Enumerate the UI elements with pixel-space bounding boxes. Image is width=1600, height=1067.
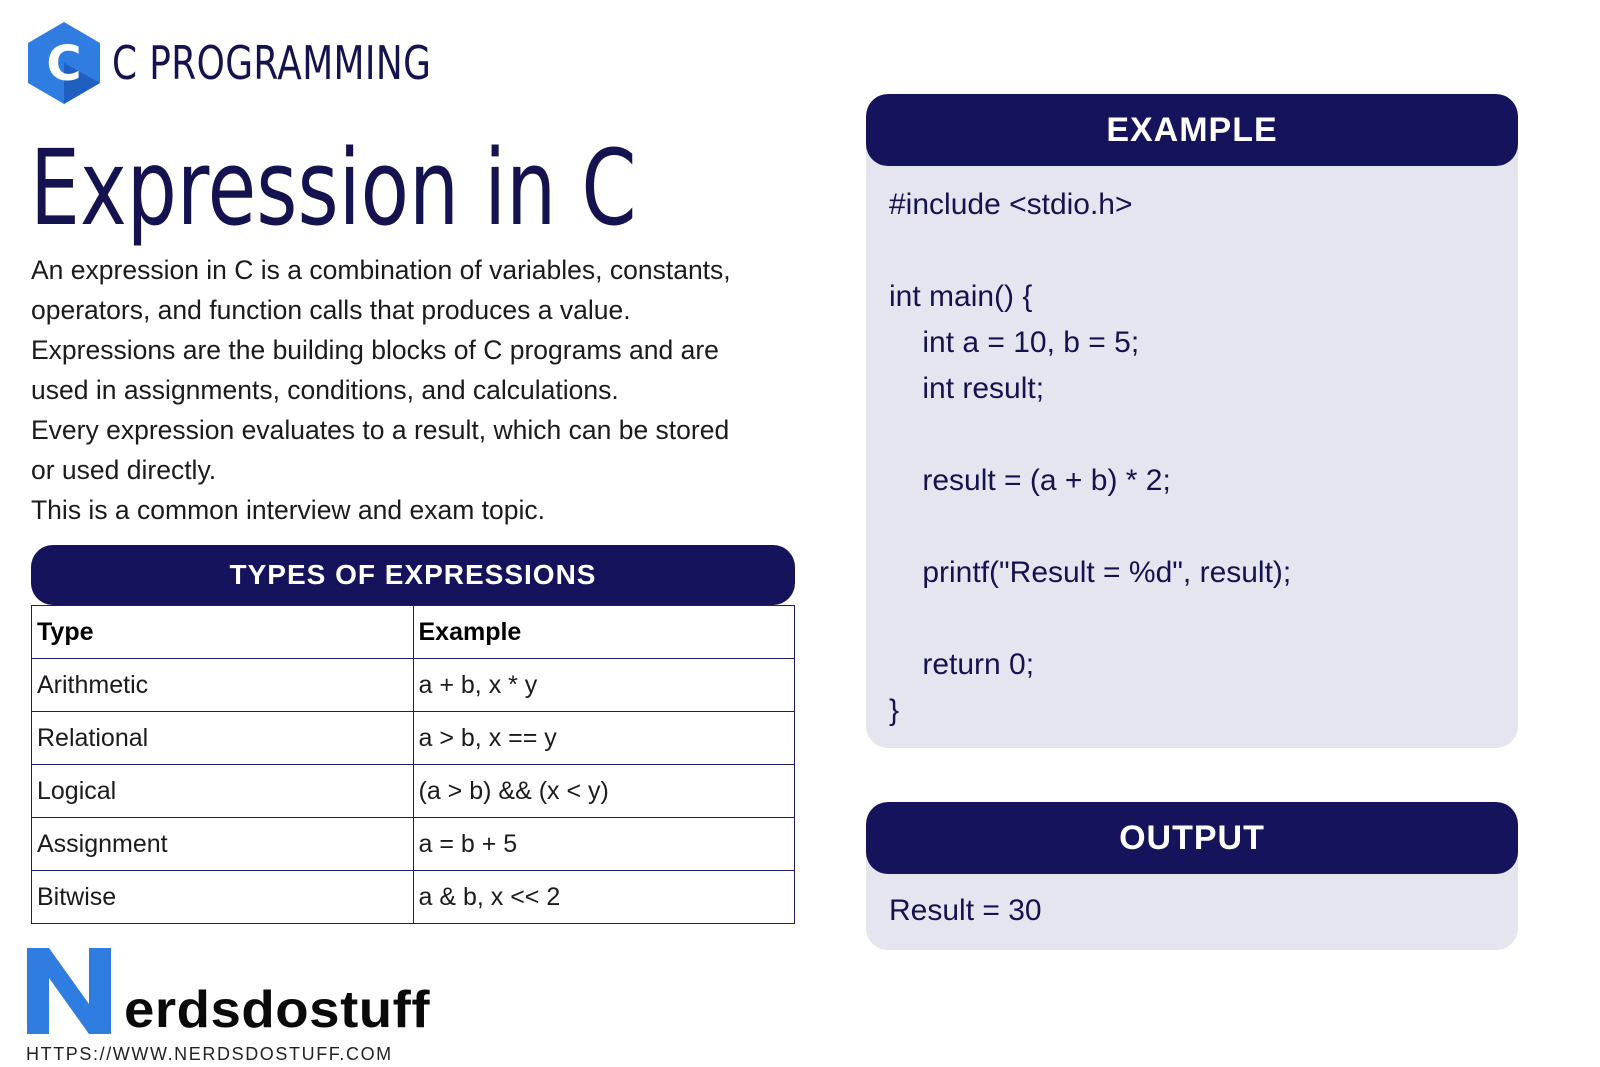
page-title: Expression in C — [30, 127, 637, 249]
code-line: #include <stdio.h> — [889, 188, 1133, 221]
code-line: return 0; — [889, 648, 1035, 681]
intro-text — [31, 250, 821, 530]
type-cell: Logical — [32, 765, 414, 818]
output-card-title: OUTPUT — [866, 802, 1518, 874]
table-row — [32, 712, 795, 765]
example-card-title: EXAMPLE — [866, 94, 1518, 166]
code-line — [889, 412, 1518, 458]
types-banner: TYPES OF EXPRESSIONS — [31, 545, 795, 605]
example-cell: a > b, x == y — [413, 712, 795, 765]
type-cell: Relational — [32, 712, 414, 765]
brand-header — [26, 20, 521, 106]
intro-line: An expression in C is a combination of variables, constants, — [31, 255, 731, 285]
type-cell: Bitwise — [32, 871, 414, 924]
code-line: int main() { — [889, 280, 1033, 313]
code-line: result = (a + b) * 2; — [889, 464, 1171, 497]
nerdsdostuff-n-logo-icon — [27, 948, 111, 1034]
intro-line: This is a common interview and exam topic. — [31, 495, 546, 525]
brand-title: C PROGRAMMING — [112, 36, 432, 90]
types-table — [31, 605, 795, 924]
code-line: int a = 10, b = 5; — [889, 326, 1140, 359]
intro-line: Every expression evaluates to a result, which can be stored — [31, 415, 730, 445]
column-header-type: Type — [32, 606, 414, 659]
c-hexagon-logo-icon — [26, 20, 102, 106]
intro-line: operators, and function calls that produces a value. — [31, 295, 631, 325]
example-cell: a & b, x << 2 — [413, 871, 795, 924]
code-line — [889, 596, 1518, 642]
footer-wordmark: erdsdostuff — [124, 981, 431, 1039]
code-line — [889, 228, 1518, 274]
output-text: Result = 30 — [889, 894, 1042, 927]
footer-url[interactable]: HTTPS://WWW.NERDSDOSTUFF.COM — [26, 1044, 393, 1064]
intro-line: used in assignments, conditions, and calculations. — [31, 375, 619, 405]
example-cell: a = b + 5 — [413, 818, 795, 871]
table-row — [32, 659, 795, 712]
table-row — [32, 765, 795, 818]
code-block — [866, 166, 1518, 734]
column-header-example: Example — [413, 606, 795, 659]
output-card — [866, 802, 1518, 950]
example-cell: (a > b) && (x < y) — [413, 765, 795, 818]
code-line — [889, 504, 1518, 550]
code-line: printf("Result = %d", result); — [889, 556, 1292, 589]
type-cell: Assignment — [32, 818, 414, 871]
table-row — [32, 871, 795, 924]
intro-line: or used directly. — [31, 455, 217, 485]
table-row — [32, 818, 795, 871]
example-cell: a + b, x * y — [413, 659, 795, 712]
intro-line: Expressions are the building blocks of C programs and are — [31, 335, 719, 365]
code-line: } — [889, 694, 900, 727]
logo-letter: C — [46, 36, 82, 92]
example-card — [866, 94, 1518, 748]
table-header-row — [32, 606, 795, 659]
type-cell: Arithmetic — [32, 659, 414, 712]
code-line: int result; — [889, 372, 1045, 405]
